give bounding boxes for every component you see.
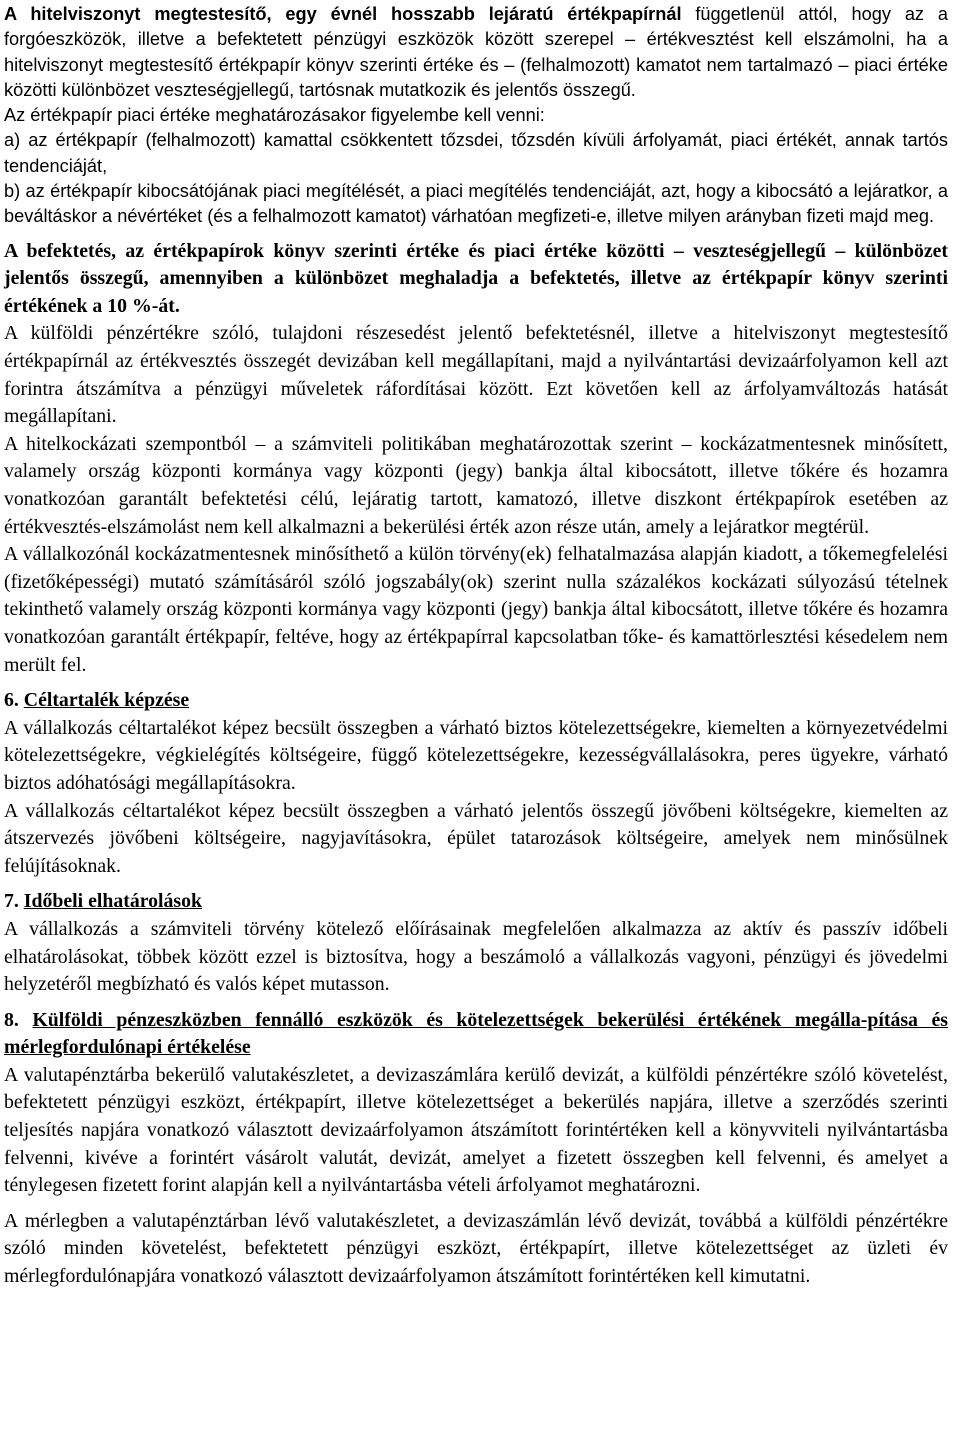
paragraph-risk-free: A vállalkozónál kockázatmentesnek minősíthető a külön törvény(ek) felhatalmazása alapján kiadott, a tőkemegfelelési (fizetőképességi) mutató számításáról szóló jogszabály(ok) szerint nulla százalékos kockázati súlyozású tételnek tekinthető valamely ország központi kormánya vagy központi (jegy) bankja által kibocsátott, illetve tőkére és hozamra vonatkozóan garantált értékpapír, feltéve, hogy az értékpapírral kapcsolatban tőke- és kamattörlesztési késedelem nem merült fel. <box>4 543 948 676</box>
section-6-paragraph-1: A vállalkozás céltartalékot képez becsült összegben a várható biztos kötelezettségekre, kiemelten a környezetvédelmi kötelezettségekre, végkielégítés költségeire, függő kötelezettségekre, kezességvállalásokra, peres ügyekre, várható biztos adóhatósági megállapításokra. <box>4 716 948 794</box>
section-6-paragraph-2: A vállalkozás céltartalékot képez becsült összegben a várható jelentős összegű jövőbeni költségekre, kiemelten az átszervezés jövőbeni költségeire, nagyjavításokra, épület tatarozások költségeire, amelyek nem minősülnek felújításoknak. <box>4 799 948 877</box>
section-8-paragraph-1: A valutapénztárba bekerülő valutakészletet, a devizaszámlára kerülő devizát, a külföldi pénzértékre szóló követelést, befektetett pénzügyi eszközt, értékpapírt, illetve kötelezettséget a bekerülés napjára, illetve a szerződés szerinti teljesítés napjára vonatkozó választott devizaárfolyamon átszámított forintértéken kell a könyvviteli nyilvántartásba felvenni, kivéve a forintért vásárolt valutát, devizát, amelyet a fizetett összegben kell felvenni, és amelyet a ténylegesen fizetett forint alapján kell a nyilvántartásba vételi árfolyamot meghatározni. <box>4 1063 948 1197</box>
section-6-heading <box>4 687 948 715</box>
paragraph-significance-rule: A befektetés, az értékpapírok könyv szerinti értéke és piaci értéke közötti – veszteségjellegű – különbözet jelentős összegű, amennyiben a különbözet meghaladja a befektetés, illetve az értékpapír könyv szerinti értékének a 10 %-át. <box>4 239 948 317</box>
section-8-paragraph-2: A mérlegben a valutapénztárban lévő valutakészletet, a devizaszámlán lévő devizát, továbbá a külföldi pénzértékre szóló minden követelést, befektetett pénzügyi eszközt, értékpapírt, illetve kötelezettséget az üzleti év mérlegfordulónapjára vonatkozó választott devizaárfolyamon átszámított forintértéken kell kimutatni. <box>4 1209 948 1288</box>
section-title: Külföldi pénzeszközben fennálló eszközök és kötelezettségek bekerülési értékének megálla-pítása és mérlegfordulónapi értékelése <box>4 1008 948 1059</box>
paragraph-text: függetlenül attól, hogy az a forgóeszközök, illetve a befektetett pénzügyi eszközök között szerepel – értékvesztést kell elszámolni, ha a hitelviszonyt megtestesítő értékpapír könyv szerinti értéke és – (felhalmozott) kamatot nem tartalmazó – piaci értéke közötti különbözet veszteségjellegű, tartósnak mutatkozik és jelentős összegű. <box>4 4 948 100</box>
section-7-paragraph-1: A vállalkozás a számviteli törvény kötelező előírásainak megfelelően alkalmazza az aktív és passzív időbeli elhatárolásokat, többek között ezzel is biztosítva, hogy a beszámoló a vállalkozás vagyoni, pénzügyi és jövedelmi helyzetéről megbízható és valós képet mutasson. <box>4 917 948 996</box>
paragraph-market-value: Az értékpapír piaci értéke meghatározásakor figyelembe kell venni: <box>4 105 545 126</box>
section-number: 6. <box>4 689 24 712</box>
paragraph-item-b: b) az értékpapír kibocsátójának piaci megítélését, a piaci megítélés tendenciáját, azt, hogy a kibocsátó a lejáratkor, a beváltáskor a névértéket (és a felhalmozott kamatot) várhatóan megfizeti-e, illetve milyen arányban fizeti majd meg. <box>4 181 948 227</box>
section-number: 8. <box>4 1008 33 1031</box>
paragraph-bold-lead: A hitelviszonyt megtestesítő, egy évnél hosszabb lejáratú értékpapírnál <box>4 4 682 24</box>
section-title: Céltartalék képzése <box>23 689 190 712</box>
paragraph-foreign-currency: A külföldi pénzértékre szóló, tulajdoni részesedést jelentő befektetésnél, illetve a hitelviszonyt megtestesítő értékpapírnál az értékvesztés összegét devizában kell megállapítani, majd a nyilvántartási devizaárfolyamon kell azt forintra átszámítva a pénzügyi műveletek ráfordításai között. Ezt követően kell az árfolyamváltozás hatását megállapítani. <box>4 322 948 428</box>
section-8-heading <box>4 1007 948 1062</box>
section-title: Időbeli elhatárolások <box>23 890 203 913</box>
section-number: 7. <box>4 890 24 913</box>
section-7-heading <box>4 888 948 916</box>
paragraph-impairment-intro <box>4 2 948 103</box>
paragraph-credit-risk: A hitelkockázati szempontból – a számviteli politikában meghatározottak szerint – kockázatmentesnek minősített, valamely ország központi kormánya vagy központi (jegy) bankja által kibocsátott, illetve tőkére és hozamra vonatkozóan garantált befektetési célú, lejáratig tartott, kamatozó, illetve diszkont értékpapírok esetében az értékvesztés-elszámolást nem kell alkalmazni a bekerülési érték azon része után, amely a lejáratkor megtérül. <box>4 432 948 538</box>
paragraph-item-a: a) az értékpapír (felhalmozott) kamattal csökkentett tőzsdei, tőzsdén kívüli árfolyamát, piaci értékét, annak tartós tendenciáját, <box>4 130 948 176</box>
